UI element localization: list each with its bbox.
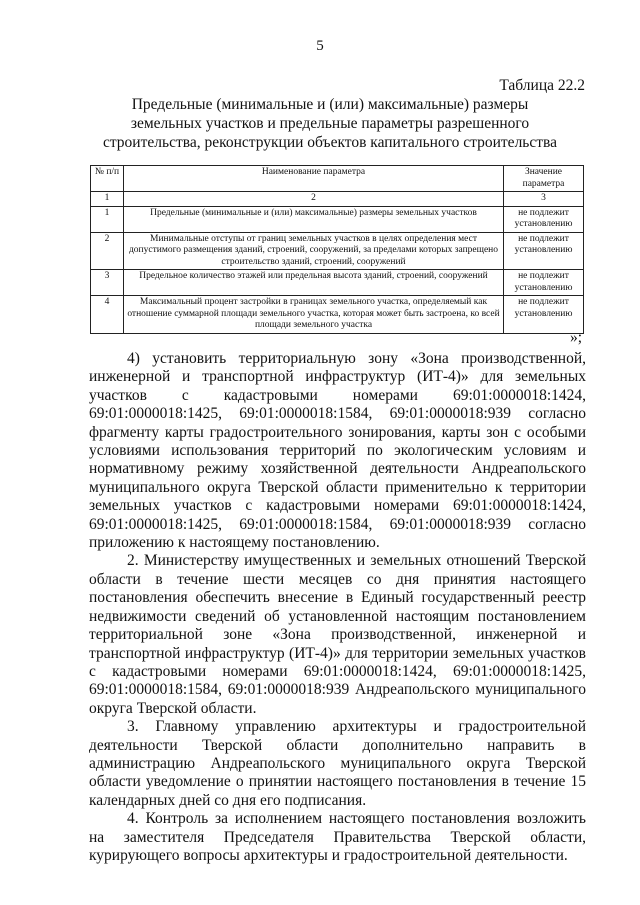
- table-row: [91, 232, 584, 270]
- table-row: [91, 296, 584, 334]
- row-number: 2: [91, 232, 124, 270]
- header-parameter-name: Наименование параметра: [124, 166, 504, 192]
- row-parameter-value: не подлежит установлению: [504, 206, 584, 232]
- document-body: [89, 350, 586, 865]
- parameters-table: [90, 165, 584, 334]
- index-cell: 2: [124, 192, 504, 207]
- row-number: 4: [91, 296, 124, 334]
- paragraph-4-control: 4. Контроль за исполнением настоящего постановления возложить на заместителя Председателя Правительства Тверской области, курирующего вопросы архитектуры и градостроительной деятельности.: [89, 810, 586, 864]
- table-label: Таблица 22.2: [499, 77, 585, 94]
- paragraph-item-4: 4) установить территориальную зону «Зона производственной, инженерной и транспортной инфраструктур (ИТ-4)» для земельных участков с кадастровыми номерами 69:01:0000018:1424, 69:01:0000018:1425, 69:01:0000018:1584, 69:01:0000018:939 согласно фрагменту карты градостроительного зонирования, карты зон с особыми условиями использования территорий по экологическим условиям и нормативному режиму хозяйственной деятельности Андреапольского муниципального округа Тверской области применительно к территории земельных участков с кадастровыми номерами 69:01:0000018:1424, 69:01:0000018:1425, 69:01:0000018:1584, 69:01:0000018:939 согласно приложению к настоящему постановлению.: [89, 350, 586, 552]
- index-cell: 3: [504, 192, 584, 207]
- table-index-row: [91, 192, 584, 207]
- row-number: 1: [91, 206, 124, 232]
- row-parameter-name: Предельное количество этажей или предельная высота зданий, строений, сооружений: [124, 270, 504, 296]
- index-cell: 1: [91, 192, 124, 207]
- table-row: [91, 270, 584, 296]
- quote-close-mark: »;: [570, 329, 583, 346]
- paragraph-2-ministry: 2. Министерству имущественных и земельных отношений Тверской области в течение шести месяцев со дня принятия настоящего постановления обеспечить внесение в Единый государственный реестр недвижимости сведений об установленной настоящим постановлением территориальной зоне «Зона производственной, инженерной и транспортной инфраструктур (ИТ-4)» для территории земельных участков с кадастровыми номерами 69:01:0000018:1424, 69:01:0000018:1425, 69:01:0000018:1584, 69:01:0000018:939 Андреапольского муниципального округа Тверской области.: [89, 552, 586, 717]
- header-parameter-value: Значение параметра: [504, 166, 584, 192]
- row-parameter-value: не подлежит установлению: [504, 232, 584, 270]
- row-parameter-name: Максимальный процент застройки в границах земельного участка, определяемый как отношение суммарной площади земельного участка, которая может быть застроена, ко всей площади земельного участка: [124, 296, 504, 334]
- table-header-row: [91, 166, 584, 192]
- table-row: [91, 206, 584, 232]
- paragraph-3-architecture: 3. Главному управлению архитектуры и градостроительной деятельности Тверской области дополнительно направить в администрацию Андреапольского муниципального округа Тверской области уведомление о принятии настоящего постановления в течение 15 календарных дней со дня его подписания.: [89, 718, 586, 809]
- page-number: 5: [316, 38, 324, 54]
- document-heading: Предельные (минимальные и (или) максимальные) размеры земельных участков и предельные параметры разрешенного строительства, реконструкции объектов капитального строительства: [102, 96, 558, 151]
- row-parameter-value: не подлежит установлению: [504, 296, 584, 334]
- row-parameter-name: Минимальные отступы от границ земельных участков в целях определения мест допустимого размещения зданий, строений, сооружений, за пределами которых запрещено строительство зданий, строений, сооружений: [124, 232, 504, 270]
- header-number: № п/п: [91, 166, 124, 192]
- row-parameter-name: Предельные (минимальные и (или) максимальные) размеры земельных участков: [124, 206, 504, 232]
- row-parameter-value: не подлежит установлению: [504, 270, 584, 296]
- row-number: 3: [91, 270, 124, 296]
